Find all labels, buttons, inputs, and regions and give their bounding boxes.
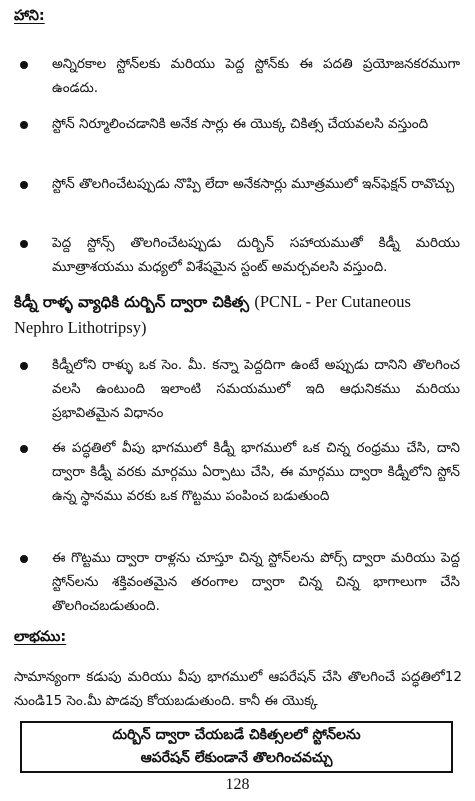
bullet-dot <box>20 181 28 189</box>
bullet-dot <box>20 555 28 563</box>
list-item-text: అన్నిరకాల స్టోన్‌లకు మరియు పెద్ద స్టోన్‌కు ఈ పదతి ప్రయోజనకరముగా ఉండదు. <box>52 56 460 96</box>
bullet-dot <box>20 362 28 370</box>
bullet-dot <box>20 445 28 453</box>
callout-box <box>20 721 453 773</box>
callout-line: దుర్బిన్ ద్వారా చేయబడే చికిత్సలలో స్టోన్‌లను <box>112 727 361 743</box>
benefits-heading: లాభము: <box>14 629 67 645</box>
list-item-text: స్టోన్ తొలగించేటప్పుడు నొప్పి లేదా అనేకసార్లు మూత్రములో ఇన్‌ఫెక్షన్ రావొచ్చు <box>52 176 455 192</box>
list-item-text: స్టోన్ నిర్మూలించడానికి అనేక సార్లు ఈ యొక్క చికిత్స చేయవలసి వస్తుంది <box>52 116 429 132</box>
bullet-dot <box>20 61 28 69</box>
bullet-dot <box>20 121 28 129</box>
benefits-paragraph: సామాన్యంగా కడుపు మరియు వీపు భాగములో ఆపరేషన్ చేసి తొలగించే పద్ధతిలో12 నుండి15 సెం.మీ పొడవు కోయబడుతుంది. కానీ ఈ యొక్క <box>14 669 462 709</box>
pcnl-title-telugu: కిడ్నీ రాళ్ళ వ్యాధికి దుర్బిన్ ద్వారా చికిత్స <box>14 293 250 311</box>
list-item-text: ఈ గొట్టము ద్వారా రాళ్లను చూస్తూ చిన్న స్టోన్‌లను పోర్స్ ద్వారా మరియు పెద్ద స్టోన్‌లను శక్తివంతమైన తరంగాల ద్వారా చిన్న చిన్న భాగాలుగా చేసి తొలగించబడుతుంది. <box>52 550 460 614</box>
callout-line: ఆపరేషన్ లేకుండానే తొలగించవచ్చు <box>140 750 333 766</box>
bullet-dot <box>20 240 28 248</box>
pcnl-section-title <box>14 289 464 341</box>
list-item-text: పెద్ద స్టోన్స్ తొలగించేటప్పుడు దుర్బిన్ సహాయముతో కిడ్నీ మరియు మూత్రాశయము మధ్యలో విశేషమైన స్టంట్ అమర్చవలసి వస్తుంది. <box>52 235 460 275</box>
pcnl-title-latin: (PCNL - Per Cutaneous Nephro Lithotripsy) <box>14 292 411 337</box>
list-item-text: ఈ పద్ధతిలో వీపు భాగములో కిడ్నీ భాగములో ఒక చిన్న రంధ్రము చేసి, దాని ద్వారా కిడ్నీ వరకు మార్గము ఏర్పాటు చేసి, ఈ మార్గము ద్వారా కిడ్నీలోని స్టోన్ ఉన్న స్థానము వరకు ఒక గొట్టము పంపించ బడుతుంది <box>52 440 460 504</box>
page-number: 128 <box>225 776 250 793</box>
disadvantages-heading: హాని: <box>14 8 45 24</box>
list-item-text: కిడ్నీలోని రాళ్ళు ఒక సెం. మీ. కన్నా పెద్దదిగా ఉంటే అప్పుడు దానిని తొలగించ వలసి ఉంటుంది ఇలాంటి సమయములో ఇది ఆధునికము మరియు ప్రభావితమైన విధానం <box>52 357 460 421</box>
